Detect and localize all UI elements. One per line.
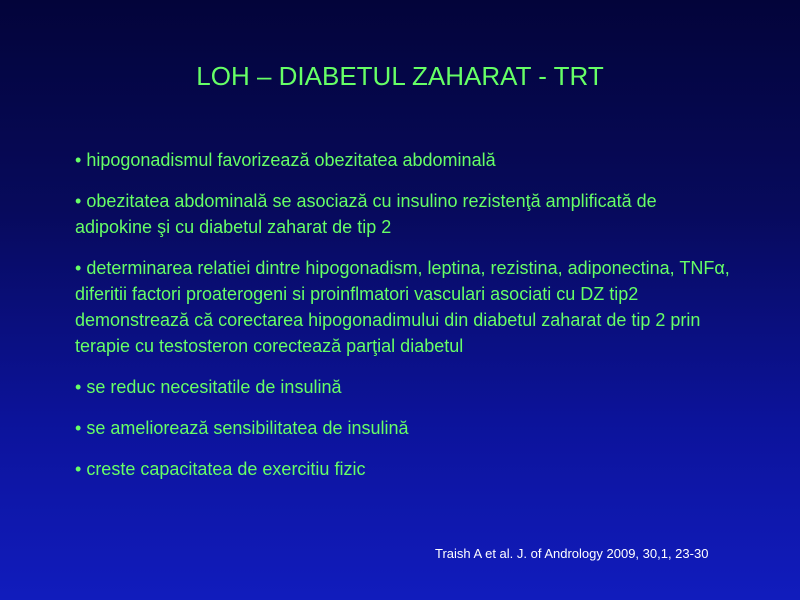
bullet-item — [75, 147, 735, 173]
bullet-text: creste capacitatea de exercitiu fizic — [86, 459, 366, 479]
bullet-icon: • — [75, 377, 82, 397]
slide-title: LOH – DIABETUL ZAHARAT - TRT — [196, 61, 604, 91]
bullet-icon: • — [75, 258, 82, 278]
bullet-list — [75, 147, 735, 497]
bullet-text: se ameliorează sensibilitatea de insulină — [86, 418, 409, 438]
bullet-text: hipogonadismul favorizează obezitatea abdominală — [86, 150, 496, 170]
bullet-text: se reduc necesitatile de insulină — [86, 377, 342, 397]
bullet-item — [75, 255, 735, 359]
bullet-item — [75, 456, 735, 482]
bullet-icon: • — [75, 191, 82, 211]
bullet-icon: • — [75, 150, 82, 170]
bullet-icon: • — [75, 459, 82, 479]
reference-citation: Traish A et al. J. of Andrology 2009, 30,1, 23-30 — [435, 546, 709, 561]
bullet-text: obezitatea abdominală se asociază cu insulino rezistenţă amplificată de adipokine şi cu diabetul zaharat de tip 2 — [75, 191, 657, 237]
bullet-icon: • — [75, 418, 82, 438]
bullet-text: determinarea relatiei dintre hipogonadism, leptina, rezistina, adiponectina, TNFα, diferitii factori proaterogeni si proinflmatori vasculari asociati cu DZ tip2 demonstrează că corectarea hipogonadimului din diabetul zaharat de tip 2 prin terapie cu testosteron corectează parţial diabetul — [75, 258, 730, 356]
bullet-item — [75, 374, 735, 400]
bullet-item — [75, 415, 735, 441]
bullet-item — [75, 188, 735, 240]
